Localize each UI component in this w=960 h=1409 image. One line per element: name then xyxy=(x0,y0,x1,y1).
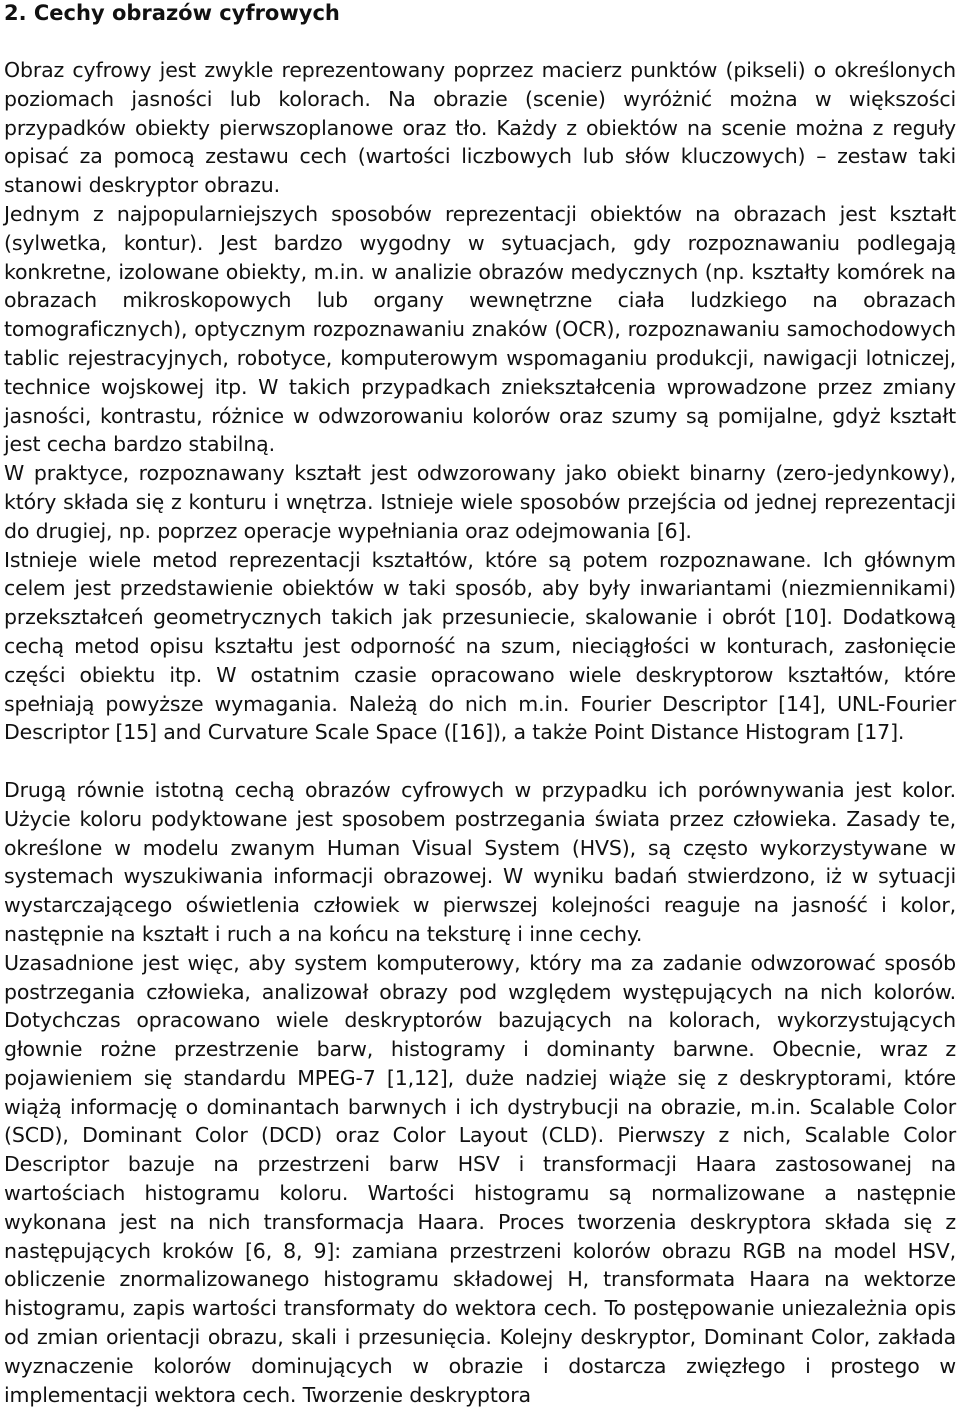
paragraph-gap xyxy=(4,747,956,776)
section-heading: 2. Cechy obrazów cyfrowych xyxy=(4,1,340,25)
paragraph-shape-representation: Jednym z najpopularniejszych sposobów reprezentacji obiektów na obrazach jest kształt (sylwetka, kontur). Jest bardzo wygodny w sytuacjach, gdy rozpoznawaniu podlegają konkretne, izolowane obiekty, m.in. w analizie obrazów medycznych (np. kształty komórek na obrazach mikroskopowych lub organy wewnętrzne ciała ludzkiego na obrazach tomograficznych), optycznym rozpoznawaniu znaków (OCR), rozpoznawaniu samochodowych tablic rejestracyjnych, robotyce, komputerowym wspomaganiu produkcji, nawigacji lotniczej, technice wojskowej itp. W takich przypadkach zniekształcenia wprowadzone przez zmiany jasności, kontrastu, różnice w odwzorowaniu kolorów oraz szumy są pomijalne, gdyż kształt jest cecha bardzo stabilną. xyxy=(4,201,956,457)
paragraph-color-feature: Drugą równie istotną cechą obrazów cyfrowych w przypadku ich porównywania jest kolor. Użycie koloru podyktowane jest sposobem postrzegania świata przez człowieka. Zasady te, określone w modelu zwanym Human Visual System (HVS), są często wykorzystywane w systemach wyszukiwania informacji obrazowej. W wyniku badań stwierdzono, iż w sytuacji wystarczającego oświetlenia człowiek w pierwszej kolejności reaguje na jasność i kolor, następnie na kształt i ruch a na końcu na teksturę i inne cechy. xyxy=(4,777,956,946)
paragraph-binary-object: W praktyce, rozpoznawany kształt jest odwzorowany jako obiekt binarny (zero-jedynkowy), który składa się z konturu i wnętrza. Istnieje wiele sposobów przejścia od jednej reprezentacji do drugiej, np. poprzez operacje wypełniania oraz odejmowania [6]. xyxy=(4,461,956,543)
paragraph-color-descriptors: Uzasadnione jest więc, aby system komputerowy, który ma za zadanie odwzorować sposób postrzegania człowieka, analizował obrazy pod względem występujących na nich kolorów. Dotychczas opracowano wiele deskryptorów bazujących na kolorach, wykorzystujących głownie rożne przestrzenie barw, histogramy i dominanty barwne. Obecnie, wraz z pojawieniem się standardu MPEG-7 [1,12], duże nadziej wiąże się z deskryptorami, które wiążą informację o dominantach barwnych i ich dystrybucji na obrazie, m.in. Scalable Color (SCD), Dominant Color (DCD) oraz Color Layout (CLD). Pierwszy z nich, Scalable Color Descriptor bazuje na przestrzeni barw HSV i transformacji Haara zastosowanej na wartościach histogramu koloru. Wartości histogramu są normalizowane a następnie wykonana jest na nich transformacja Haara. Proces tworzenia deskryptora składa się z następujących kroków [6, 8, 9]: zamiana przestrzeni kolorów obrazu RGB na model HSV, obliczenie znormalizowanego histogramu składowej H, transformata Haara na wektorze histogramu, zapis wartości transformaty do wektora cech. To postępowanie uniezależnia opis od zmian orientacji obrazu, skali i przesunięcia. Kolejny deskryptor, Dominant Color, zakłada wyznaczenie kolorów dominujących w obrazie i dostarcza zwięzłego i prostego w implementacji wektora cech. Tworzenie deskryptora xyxy=(4,950,956,1407)
paragraph-shape-methods: Istnieje wiele metod reprezentacji kształtów, które są potem rozpoznawane. Ich głównym celem jest przedstawienie obiektów w taki sposób, aby były inwariantami (niezmiennikami) przekształceń geometrycznych takich jak przesuniecie, skalowanie i obrót [10]. Dodatkową cechą metod opisu kształtu jest odporność na szum, nieciągłości w konturach, zasłonięcie części obiektu itp. W ostatnim czasie opracowano wiele deskryptorow kształtów, które spełniają powyższe wymagania. Należą do nich m.in. Fourier Descriptor [14], UNL-Fourier Descriptor [15] and Curvature Scale Space ([16]), a także Point Distance Histogram [17]. xyxy=(4,547,956,745)
paragraph-digital-image-intro: Obraz cyfrowy jest zwykle reprezentowany poprzez macierz punktów (pikseli) o określonych poziomach jasności lub kolorach. Na obrazie (scenie) wyróżnić można w większości przypadków obiekty pierwszoplanowe oraz tło. Każdy z obiektów na scenie można z reguły opisać za pomocą zestawu cech (wartości liczbowych lub słów kluczowych) – zestaw taki stanowi deskryptor obrazu. xyxy=(4,58,956,198)
